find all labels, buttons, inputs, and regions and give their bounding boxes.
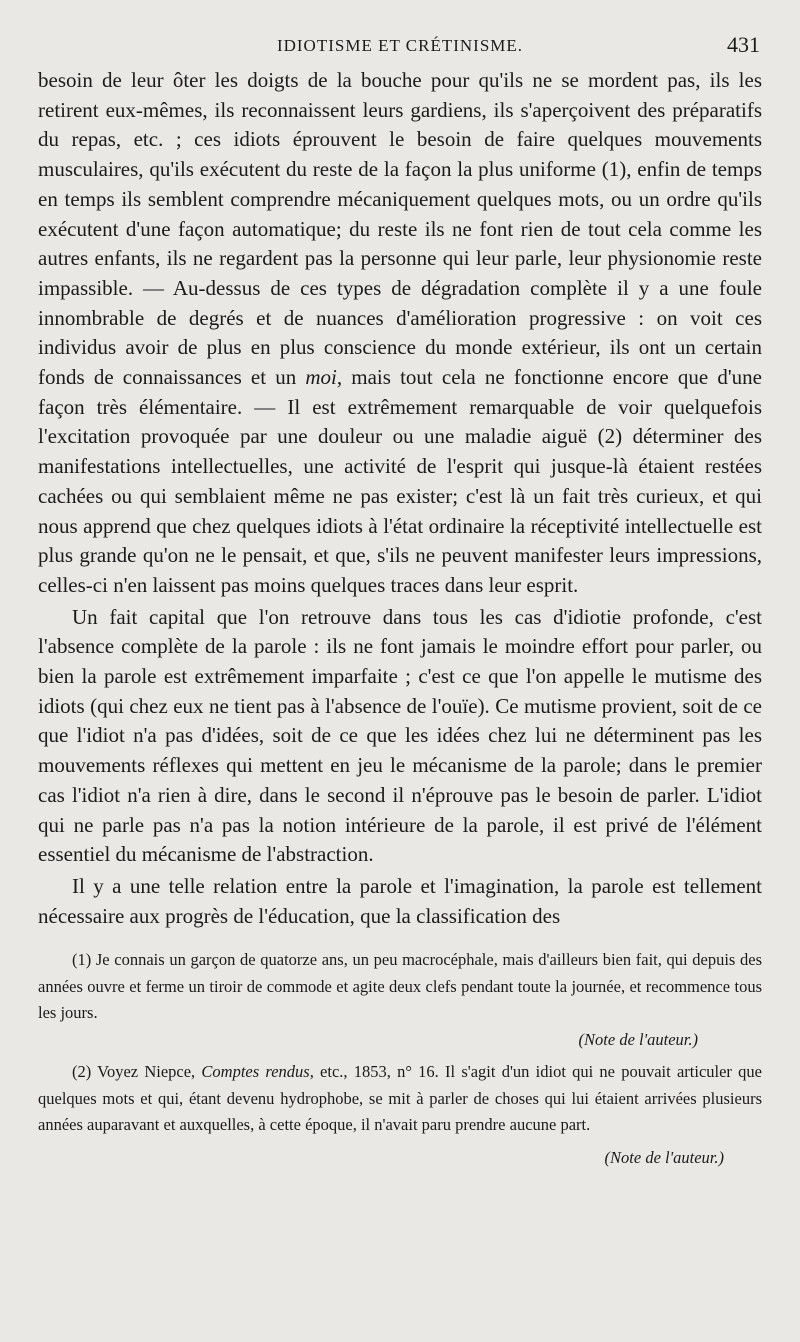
footnote-2-signature: (Note de l'auteur.) <box>604 1147 724 1167</box>
paragraph-continued <box>38 66 762 601</box>
italic-moi: moi <box>305 365 337 390</box>
paragraph-1-part-1: besoin de leur ôter les doigts de la bouche pour qu'ils ne se mordent pas, ils les retirent eux-mêmes, ils reconnaissent leurs gardiens, ils s'aperçoivent des préparatifs du repas, etc. ; ces idiots éprouvent le besoin de faire quelques mouvements musculaires, qu'ils exécutent du reste de la façon la plus uniforme (1), enfin de temps en temps ils semblent comprendre mécaniquement quelques mots, ou un ordre qu'ils exécutent d'une façon automatique; du reste ils ne font rien de tout cela comme les autres enfants, ils ne regardent pas la personne qui leur parle, leur physionomie reste impassible. — Au-dessus de ces types de dégradation complète il y a une foule innombrable de degrés et de nuances d'amélioration progressive : on voit ces individus avoir de plus en plus conscience du monde extérieur, ils ont un certain fonds de connaissances et un <box>38 68 762 390</box>
paragraph-1-part-2: , mais tout cela ne fonctionne encore que d'une façon très élémentaire. — Il est extrêmement remarquable de voir quelquefois l'excitation provoquée par une douleur ou une maladie aiguë (2) déterminer des manifestations intellectuelles, une activité de l'esprit qui jusque-là étaient restées cachées ou qui semblaient même ne pas exister; c'est là un fait très curieux, et qui nous apprend que chez quelques idiots à l'état ordinaire la réceptivité intellectuelle est plus grande qu'on ne le pensait, et que, s'ils ne peuvent manifester leurs impressions, celles-ci n'en laissent pas moins quelques traces dans leur esprit. <box>38 365 762 597</box>
running-title: IDIOTISME ET CRÉTINISME. <box>276 36 524 55</box>
footnote-2-italic-title: Comptes rendus <box>201 1062 310 1082</box>
footnote-2-part-1: (2) Voyez Niepce, <box>72 1062 202 1082</box>
page-header <box>38 30 762 66</box>
paragraph-mutisme: Un fait capital que l'on retrouve dans tous les cas d'idiotie profonde, c'est l'absence complète de la parole : ils ne font jamais le moindre effort pour parler, ou bien la parole est extrêmement imparfaite ; c'est ce que l'on appelle le mutisme des idiots (qui chez eux ne tient pas à l'absence de l'ouïe). Ce mutisme provient, soit de ce que l'idiot n'a pas d'idées, soit de ce que les idées chez lui ne déterminent pas les mouvements réflexes qui mettent en jeu le mécanisme de la parole; dans le premier cas l'idiot n'a rien à dire, dans le second il n'éprouve pas le besoin de parler. L'idiot qui ne parle pas n'a pas la notion intérieure de la parole, il est privé de l'élément essentiel du mécanisme de l'abstraction. <box>38 604 762 867</box>
footnotes <box>38 947 762 1171</box>
footnote-1: (1) Je connais un garçon de quatorze ans, un peu macrocéphale, mais d'ailleurs bien fait, qui depuis des années ouvre et ferme un tiroir de commode et agite deux clefs pendant toute la journée, et recommence tous les jours. <box>38 950 762 1023</box>
paragraph-parole-imagination: Il y a une telle relation entre la parole et l'imagination, la parole est tellement nécessaire aux progrès de l'éducation, que la classification des <box>38 873 762 928</box>
page-number: 431 <box>727 32 760 57</box>
footnote-2 <box>38 1059 762 1139</box>
footnote-2-part-2: , etc., 1853, n° 16. Il s'agit d'un idiot qui ne pouvait articuler que quelques mots et qui, étant devenu hydrophobe, se mit à parler de choses qui lui étaient arrivées plusieurs années auparavant et auxquelles, à cette époque, il n'avait paru prendre aucune part. <box>38 1062 762 1135</box>
body-text <box>38 66 762 931</box>
footnote-1-signature: (Note de l'auteur.) <box>578 1029 698 1049</box>
